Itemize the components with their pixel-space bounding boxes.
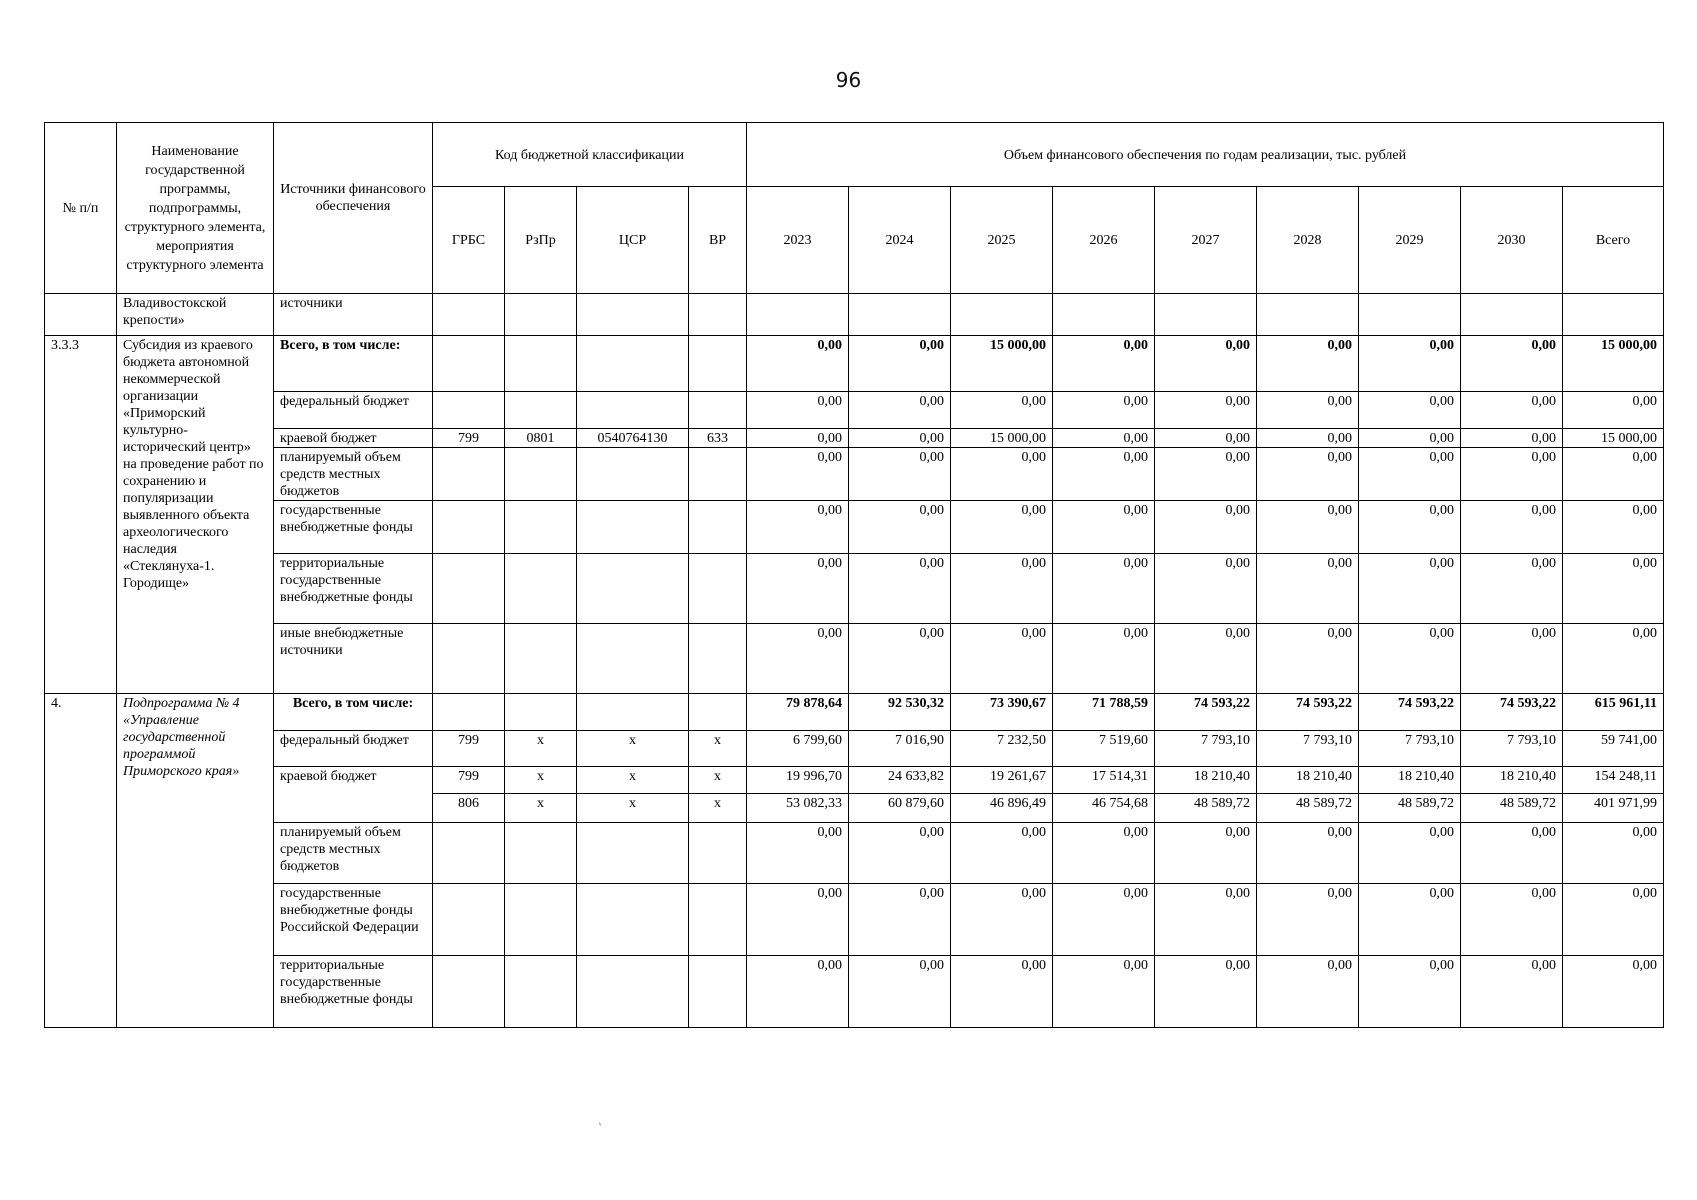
- source-cell: территориальные государственные внебюджетные фонды: [274, 956, 433, 1028]
- value-cell: 0,00: [1053, 448, 1155, 501]
- row-name: Субсидия из краевого бюджета автономной некоммерческой организации «Приморский культурно-исторический центр» на проведение работ по сохранению и популяризации выявленного объекта археологического наследия «Стеклянуха-1. Городище»: [117, 336, 274, 694]
- header-code-group: Код бюджетной классификации: [433, 123, 747, 187]
- source-cell: Всего, в том числе:: [274, 694, 433, 731]
- code-grbs: [433, 392, 505, 429]
- value-cell: 0,00: [849, 884, 951, 956]
- value-cell: 0,00: [1461, 884, 1563, 956]
- value-cell: 0,00: [951, 448, 1053, 501]
- code-grbs: [433, 624, 505, 694]
- cell-empty: [1563, 294, 1664, 336]
- total-cell: 0,00: [1563, 392, 1664, 429]
- table-row: [45, 429, 1664, 448]
- header-name: Наименование государственной программы, подпрограммы, структурного элемента, мероприятия структурного элемента: [117, 123, 274, 294]
- total-cell: 0,00: [1563, 501, 1664, 554]
- code-vr: х: [689, 731, 747, 767]
- value-cell: 7 016,90: [849, 731, 951, 767]
- header-total: Всего: [1563, 187, 1664, 294]
- header-num: № п/п: [45, 123, 117, 294]
- value-cell: 17 514,31: [1053, 767, 1155, 794]
- code-rzpr: [505, 554, 577, 624]
- value-cell: 48 589,72: [1359, 794, 1461, 823]
- value-cell: 0,00: [1461, 554, 1563, 624]
- page-number: 96: [835, 68, 862, 92]
- value-cell: 79 878,64: [747, 694, 849, 731]
- value-cell: 0,00: [1461, 624, 1563, 694]
- value-cell: 0,00: [747, 956, 849, 1028]
- value-cell: 0,00: [1461, 429, 1563, 448]
- header-year: 2027: [1155, 187, 1257, 294]
- value-cell: 0,00: [1053, 956, 1155, 1028]
- header-row-1: [45, 123, 1664, 187]
- code-csr: [577, 554, 689, 624]
- code-rzpr: [505, 823, 577, 884]
- row-name: Подпрограмма № 4 «Управление государственной программой Приморского края»: [117, 694, 274, 1028]
- cell-empty: [951, 294, 1053, 336]
- code-csr: [577, 392, 689, 429]
- value-cell: 0,00: [1155, 956, 1257, 1028]
- value-cell: 74 593,22: [1359, 694, 1461, 731]
- value-cell: 0,00: [1359, 501, 1461, 554]
- code-csr: х: [577, 731, 689, 767]
- value-cell: 92 530,32: [849, 694, 951, 731]
- value-cell: 0,00: [951, 624, 1053, 694]
- value-cell: 19 261,67: [951, 767, 1053, 794]
- code-vr: [689, 392, 747, 429]
- value-cell: 7 793,10: [1359, 731, 1461, 767]
- table-row: [45, 956, 1664, 1028]
- value-cell: 0,00: [1053, 392, 1155, 429]
- header-vr: ВР: [689, 187, 747, 294]
- code-csr: [577, 501, 689, 554]
- table-row: [45, 336, 1664, 392]
- value-cell: 48 589,72: [1257, 794, 1359, 823]
- code-vr: [689, 624, 747, 694]
- value-cell: 0,00: [1461, 823, 1563, 884]
- value-cell: 18 210,40: [1461, 767, 1563, 794]
- code-vr: [689, 694, 747, 731]
- source-cell: иные внебюджетные источники: [274, 624, 433, 694]
- row-num: 4.: [45, 694, 117, 1028]
- table-row: [45, 448, 1664, 501]
- code-vr: [689, 823, 747, 884]
- source-cell: государственные внебюджетные фонды: [274, 501, 433, 554]
- value-cell: 0,00: [849, 823, 951, 884]
- value-cell: 7 232,50: [951, 731, 1053, 767]
- value-cell: 74 593,22: [1155, 694, 1257, 731]
- code-vr: [689, 448, 747, 501]
- value-cell: 0,00: [1155, 336, 1257, 392]
- value-cell: 0,00: [1461, 336, 1563, 392]
- value-cell: 0,00: [1359, 624, 1461, 694]
- value-cell: 0,00: [747, 884, 849, 956]
- cell-empty: [689, 294, 747, 336]
- code-rzpr: [505, 624, 577, 694]
- value-cell: 0,00: [1359, 823, 1461, 884]
- code-rzpr: [505, 956, 577, 1028]
- value-cell: 60 879,60: [849, 794, 951, 823]
- value-cell: 0,00: [1257, 554, 1359, 624]
- value-cell: 0,00: [1359, 336, 1461, 392]
- value-cell: 46 896,49: [951, 794, 1053, 823]
- code-grbs: [433, 501, 505, 554]
- table-row: [45, 884, 1664, 956]
- cell-empty: [1053, 294, 1155, 336]
- table-row: [45, 501, 1664, 554]
- value-cell: 0,00: [747, 624, 849, 694]
- header-grbs: ГРБС: [433, 187, 505, 294]
- total-cell: 59 741,00: [1563, 731, 1664, 767]
- code-grbs: [433, 554, 505, 624]
- code-csr: [577, 336, 689, 392]
- table-row: [45, 694, 1664, 731]
- value-cell: 15 000,00: [951, 336, 1053, 392]
- value-cell: 0,00: [951, 392, 1053, 429]
- code-grbs: 799: [433, 731, 505, 767]
- code-csr: [577, 448, 689, 501]
- table-row: [45, 823, 1664, 884]
- cont-name: Владивостокской крепости»: [117, 294, 274, 336]
- code-vr: х: [689, 767, 747, 794]
- stray-mark: ': [596, 1120, 608, 1133]
- code-vr: [689, 956, 747, 1028]
- value-cell: 0,00: [1053, 554, 1155, 624]
- source-cell: федеральный бюджет: [274, 731, 433, 767]
- value-cell: 18 210,40: [1155, 767, 1257, 794]
- code-vr: [689, 501, 747, 554]
- value-cell: 0,00: [951, 501, 1053, 554]
- header-volume-group: Объем финансового обеспечения по годам реализации, тыс. рублей: [747, 123, 1664, 187]
- value-cell: 0,00: [1155, 823, 1257, 884]
- code-grbs: [433, 884, 505, 956]
- value-cell: 0,00: [1155, 501, 1257, 554]
- value-cell: 0,00: [1155, 554, 1257, 624]
- cell-empty: [1155, 294, 1257, 336]
- cell-empty: [849, 294, 951, 336]
- value-cell: 0,00: [1257, 392, 1359, 429]
- code-vr: [689, 884, 747, 956]
- cell-empty: [1461, 294, 1563, 336]
- value-cell: 0,00: [849, 956, 951, 1028]
- code-rzpr: [505, 694, 577, 731]
- value-cell: 0,00: [849, 501, 951, 554]
- value-cell: 0,00: [747, 429, 849, 448]
- total-cell: 0,00: [1563, 554, 1664, 624]
- value-cell: 19 996,70: [747, 767, 849, 794]
- table-row: [45, 624, 1664, 694]
- source-cell: территориальные государственные внебюджетные фонды: [274, 554, 433, 624]
- code-csr: [577, 956, 689, 1028]
- table-row: [45, 767, 1664, 794]
- code-rzpr: 0801: [505, 429, 577, 448]
- cell-empty: [1359, 294, 1461, 336]
- value-cell: 7 519,60: [1053, 731, 1155, 767]
- code-csr: [577, 823, 689, 884]
- value-cell: 0,00: [1053, 336, 1155, 392]
- code-rzpr: [505, 392, 577, 429]
- value-cell: 74 593,22: [1257, 694, 1359, 731]
- code-grbs: [433, 823, 505, 884]
- value-cell: 0,00: [1257, 429, 1359, 448]
- code-csr: [577, 884, 689, 956]
- value-cell: 0,00: [849, 429, 951, 448]
- budget-table: [44, 122, 1664, 1028]
- cell-empty: [505, 294, 577, 336]
- value-cell: 0,00: [1461, 501, 1563, 554]
- value-cell: 0,00: [747, 392, 849, 429]
- row-num: 3.3.3: [45, 336, 117, 694]
- source-cell: краевой бюджет: [274, 767, 433, 823]
- value-cell: 0,00: [1155, 884, 1257, 956]
- value-cell: 6 799,60: [747, 731, 849, 767]
- cell-empty: [577, 294, 689, 336]
- table-row: [45, 731, 1664, 767]
- value-cell: 0,00: [849, 624, 951, 694]
- value-cell: 0,00: [849, 336, 951, 392]
- code-rzpr: х: [505, 794, 577, 823]
- code-rzpr: [505, 501, 577, 554]
- total-cell: 0,00: [1563, 448, 1664, 501]
- value-cell: 0,00: [951, 956, 1053, 1028]
- code-csr: [577, 694, 689, 731]
- value-cell: 0,00: [951, 823, 1053, 884]
- cell-empty: [433, 294, 505, 336]
- total-cell: 0,00: [1563, 823, 1664, 884]
- value-cell: 0,00: [1359, 956, 1461, 1028]
- header-year: 2028: [1257, 187, 1359, 294]
- total-cell: 15 000,00: [1563, 336, 1664, 392]
- code-vr: х: [689, 794, 747, 823]
- value-cell: 0,00: [1155, 429, 1257, 448]
- header-year: 2029: [1359, 187, 1461, 294]
- total-cell: 615 961,11: [1563, 694, 1664, 731]
- value-cell: 0,00: [747, 448, 849, 501]
- header-csr: ЦСР: [577, 187, 689, 294]
- value-cell: 0,00: [747, 823, 849, 884]
- header-year: 2025: [951, 187, 1053, 294]
- value-cell: 46 754,68: [1053, 794, 1155, 823]
- code-csr: [577, 624, 689, 694]
- value-cell: 0,00: [747, 336, 849, 392]
- cell-empty: [1257, 294, 1359, 336]
- table-row: [45, 392, 1664, 429]
- code-grbs: 799: [433, 767, 505, 794]
- header-year: 2023: [747, 187, 849, 294]
- code-grbs: [433, 336, 505, 392]
- total-cell: 0,00: [1563, 956, 1664, 1028]
- value-cell: 24 633,82: [849, 767, 951, 794]
- code-vr: [689, 336, 747, 392]
- value-cell: 0,00: [747, 554, 849, 624]
- value-cell: 0,00: [849, 392, 951, 429]
- value-cell: 0,00: [1053, 823, 1155, 884]
- cell-empty: [45, 294, 117, 336]
- source-cell: Всего, в том числе:: [274, 336, 433, 392]
- value-cell: 0,00: [951, 884, 1053, 956]
- cont-source: источники: [274, 294, 433, 336]
- code-csr: 0540764130: [577, 429, 689, 448]
- source-cell: планируемый объем средств местных бюджетов: [274, 823, 433, 884]
- value-cell: 0,00: [1257, 884, 1359, 956]
- value-cell: 0,00: [1053, 429, 1155, 448]
- code-rzpr: [505, 448, 577, 501]
- header-rzpr: РзПр: [505, 187, 577, 294]
- code-grbs: [433, 448, 505, 501]
- value-cell: 0,00: [1053, 501, 1155, 554]
- header-year: 2024: [849, 187, 951, 294]
- value-cell: 7 793,10: [1155, 731, 1257, 767]
- value-cell: 0,00: [1359, 429, 1461, 448]
- value-cell: 15 000,00: [951, 429, 1053, 448]
- value-cell: 0,00: [1359, 554, 1461, 624]
- value-cell: 0,00: [1461, 956, 1563, 1028]
- code-grbs: 799: [433, 429, 505, 448]
- source-cell: краевой бюджет: [274, 429, 433, 448]
- code-csr: х: [577, 767, 689, 794]
- value-cell: 0,00: [1461, 448, 1563, 501]
- value-cell: 0,00: [1257, 336, 1359, 392]
- value-cell: 18 210,40: [1257, 767, 1359, 794]
- value-cell: 0,00: [1257, 624, 1359, 694]
- value-cell: 0,00: [1155, 392, 1257, 429]
- value-cell: 0,00: [1359, 884, 1461, 956]
- value-cell: 0,00: [1053, 884, 1155, 956]
- code-grbs: 806: [433, 794, 505, 823]
- table-row: [45, 554, 1664, 624]
- value-cell: 74 593,22: [1461, 694, 1563, 731]
- header-year: 2030: [1461, 187, 1563, 294]
- total-cell: 0,00: [1563, 624, 1664, 694]
- value-cell: 7 793,10: [1257, 731, 1359, 767]
- value-cell: 48 589,72: [1155, 794, 1257, 823]
- value-cell: 0,00: [1461, 392, 1563, 429]
- code-rzpr: х: [505, 731, 577, 767]
- value-cell: 0,00: [1257, 448, 1359, 501]
- code-vr: 633: [689, 429, 747, 448]
- value-cell: 0,00: [1257, 823, 1359, 884]
- total-cell: 401 971,99: [1563, 794, 1664, 823]
- value-cell: 48 589,72: [1461, 794, 1563, 823]
- value-cell: 0,00: [747, 501, 849, 554]
- value-cell: 0,00: [1053, 624, 1155, 694]
- value-cell: 73 390,67: [951, 694, 1053, 731]
- value-cell: 18 210,40: [1359, 767, 1461, 794]
- source-cell: государственные внебюджетные фонды Российской Федерации: [274, 884, 433, 956]
- code-rzpr: [505, 336, 577, 392]
- source-cell: планируемый объем средств местных бюджетов: [274, 448, 433, 501]
- total-cell: 0,00: [1563, 884, 1664, 956]
- value-cell: 71 788,59: [1053, 694, 1155, 731]
- code-vr: [689, 554, 747, 624]
- value-cell: 0,00: [1257, 956, 1359, 1028]
- source-cell: федеральный бюджет: [274, 392, 433, 429]
- value-cell: 0,00: [1257, 501, 1359, 554]
- continuation-row: [45, 294, 1664, 336]
- value-cell: 0,00: [1155, 448, 1257, 501]
- value-cell: 0,00: [1155, 624, 1257, 694]
- code-grbs: [433, 694, 505, 731]
- code-grbs: [433, 956, 505, 1028]
- cell-empty: [747, 294, 849, 336]
- value-cell: 0,00: [849, 554, 951, 624]
- value-cell: 0,00: [1359, 448, 1461, 501]
- code-rzpr: [505, 884, 577, 956]
- header-source: Источники финансового обеспечения: [274, 123, 433, 294]
- code-rzpr: х: [505, 767, 577, 794]
- value-cell: 7 793,10: [1461, 731, 1563, 767]
- total-cell: 154 248,11: [1563, 767, 1664, 794]
- value-cell: 0,00: [849, 448, 951, 501]
- value-cell: 53 082,33: [747, 794, 849, 823]
- header-year: 2026: [1053, 187, 1155, 294]
- value-cell: 0,00: [1359, 392, 1461, 429]
- code-csr: х: [577, 794, 689, 823]
- total-cell: 15 000,00: [1563, 429, 1664, 448]
- value-cell: 0,00: [951, 554, 1053, 624]
